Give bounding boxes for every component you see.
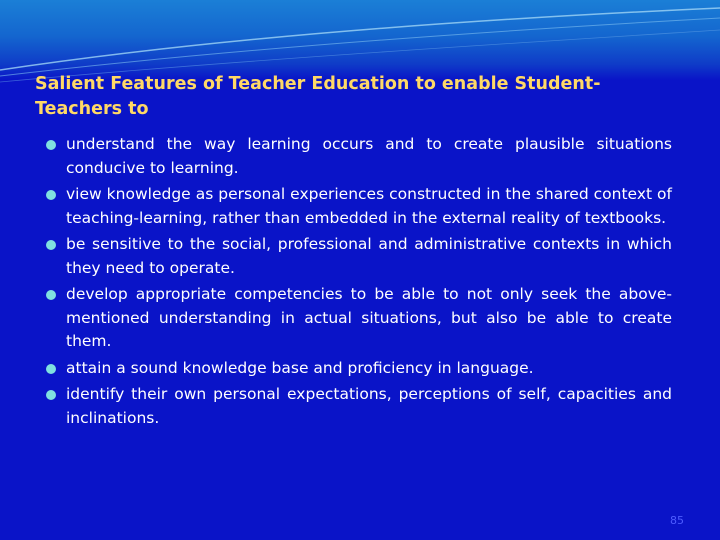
list-item xyxy=(46,183,672,230)
list-item xyxy=(46,233,672,280)
bullet-dot-icon xyxy=(46,290,56,300)
slide-title: Salient Features of Teacher Education to enable Student-Teachers to xyxy=(35,74,601,119)
page-number: 85 xyxy=(670,514,684,527)
list-item xyxy=(46,283,672,354)
bullet-dot-icon xyxy=(46,140,56,150)
list-item xyxy=(46,383,672,430)
bullet-dot-icon xyxy=(46,240,56,250)
bullet-text: understand the way learning occurs and to create plausible situations conducive to learning. xyxy=(66,135,672,177)
bullet-text: identify their own personal expectations, perceptions of self, capacities and inclinations. xyxy=(66,385,672,427)
bullet-text: view knowledge as personal experiences constructed in the shared context of teaching-learning, rather than embedded in the external reality of textbooks. xyxy=(66,185,672,227)
bullet-dot-icon xyxy=(46,190,56,200)
bullet-dot-icon xyxy=(46,364,56,374)
bullet-dot-icon xyxy=(46,390,56,400)
list-item xyxy=(46,133,672,180)
bullet-text: be sensitive to the social, professional and administrative contexts in which they need to operate. xyxy=(66,235,672,277)
bullet-text: develop appropriate competencies to be able to not only seek the above-mentioned understanding in actual situations, but also be able to create them. xyxy=(66,285,672,350)
bullet-text: attain a sound knowledge base and proficiency in language. xyxy=(66,358,534,377)
list-item xyxy=(46,357,672,381)
bullet-list xyxy=(46,133,672,433)
